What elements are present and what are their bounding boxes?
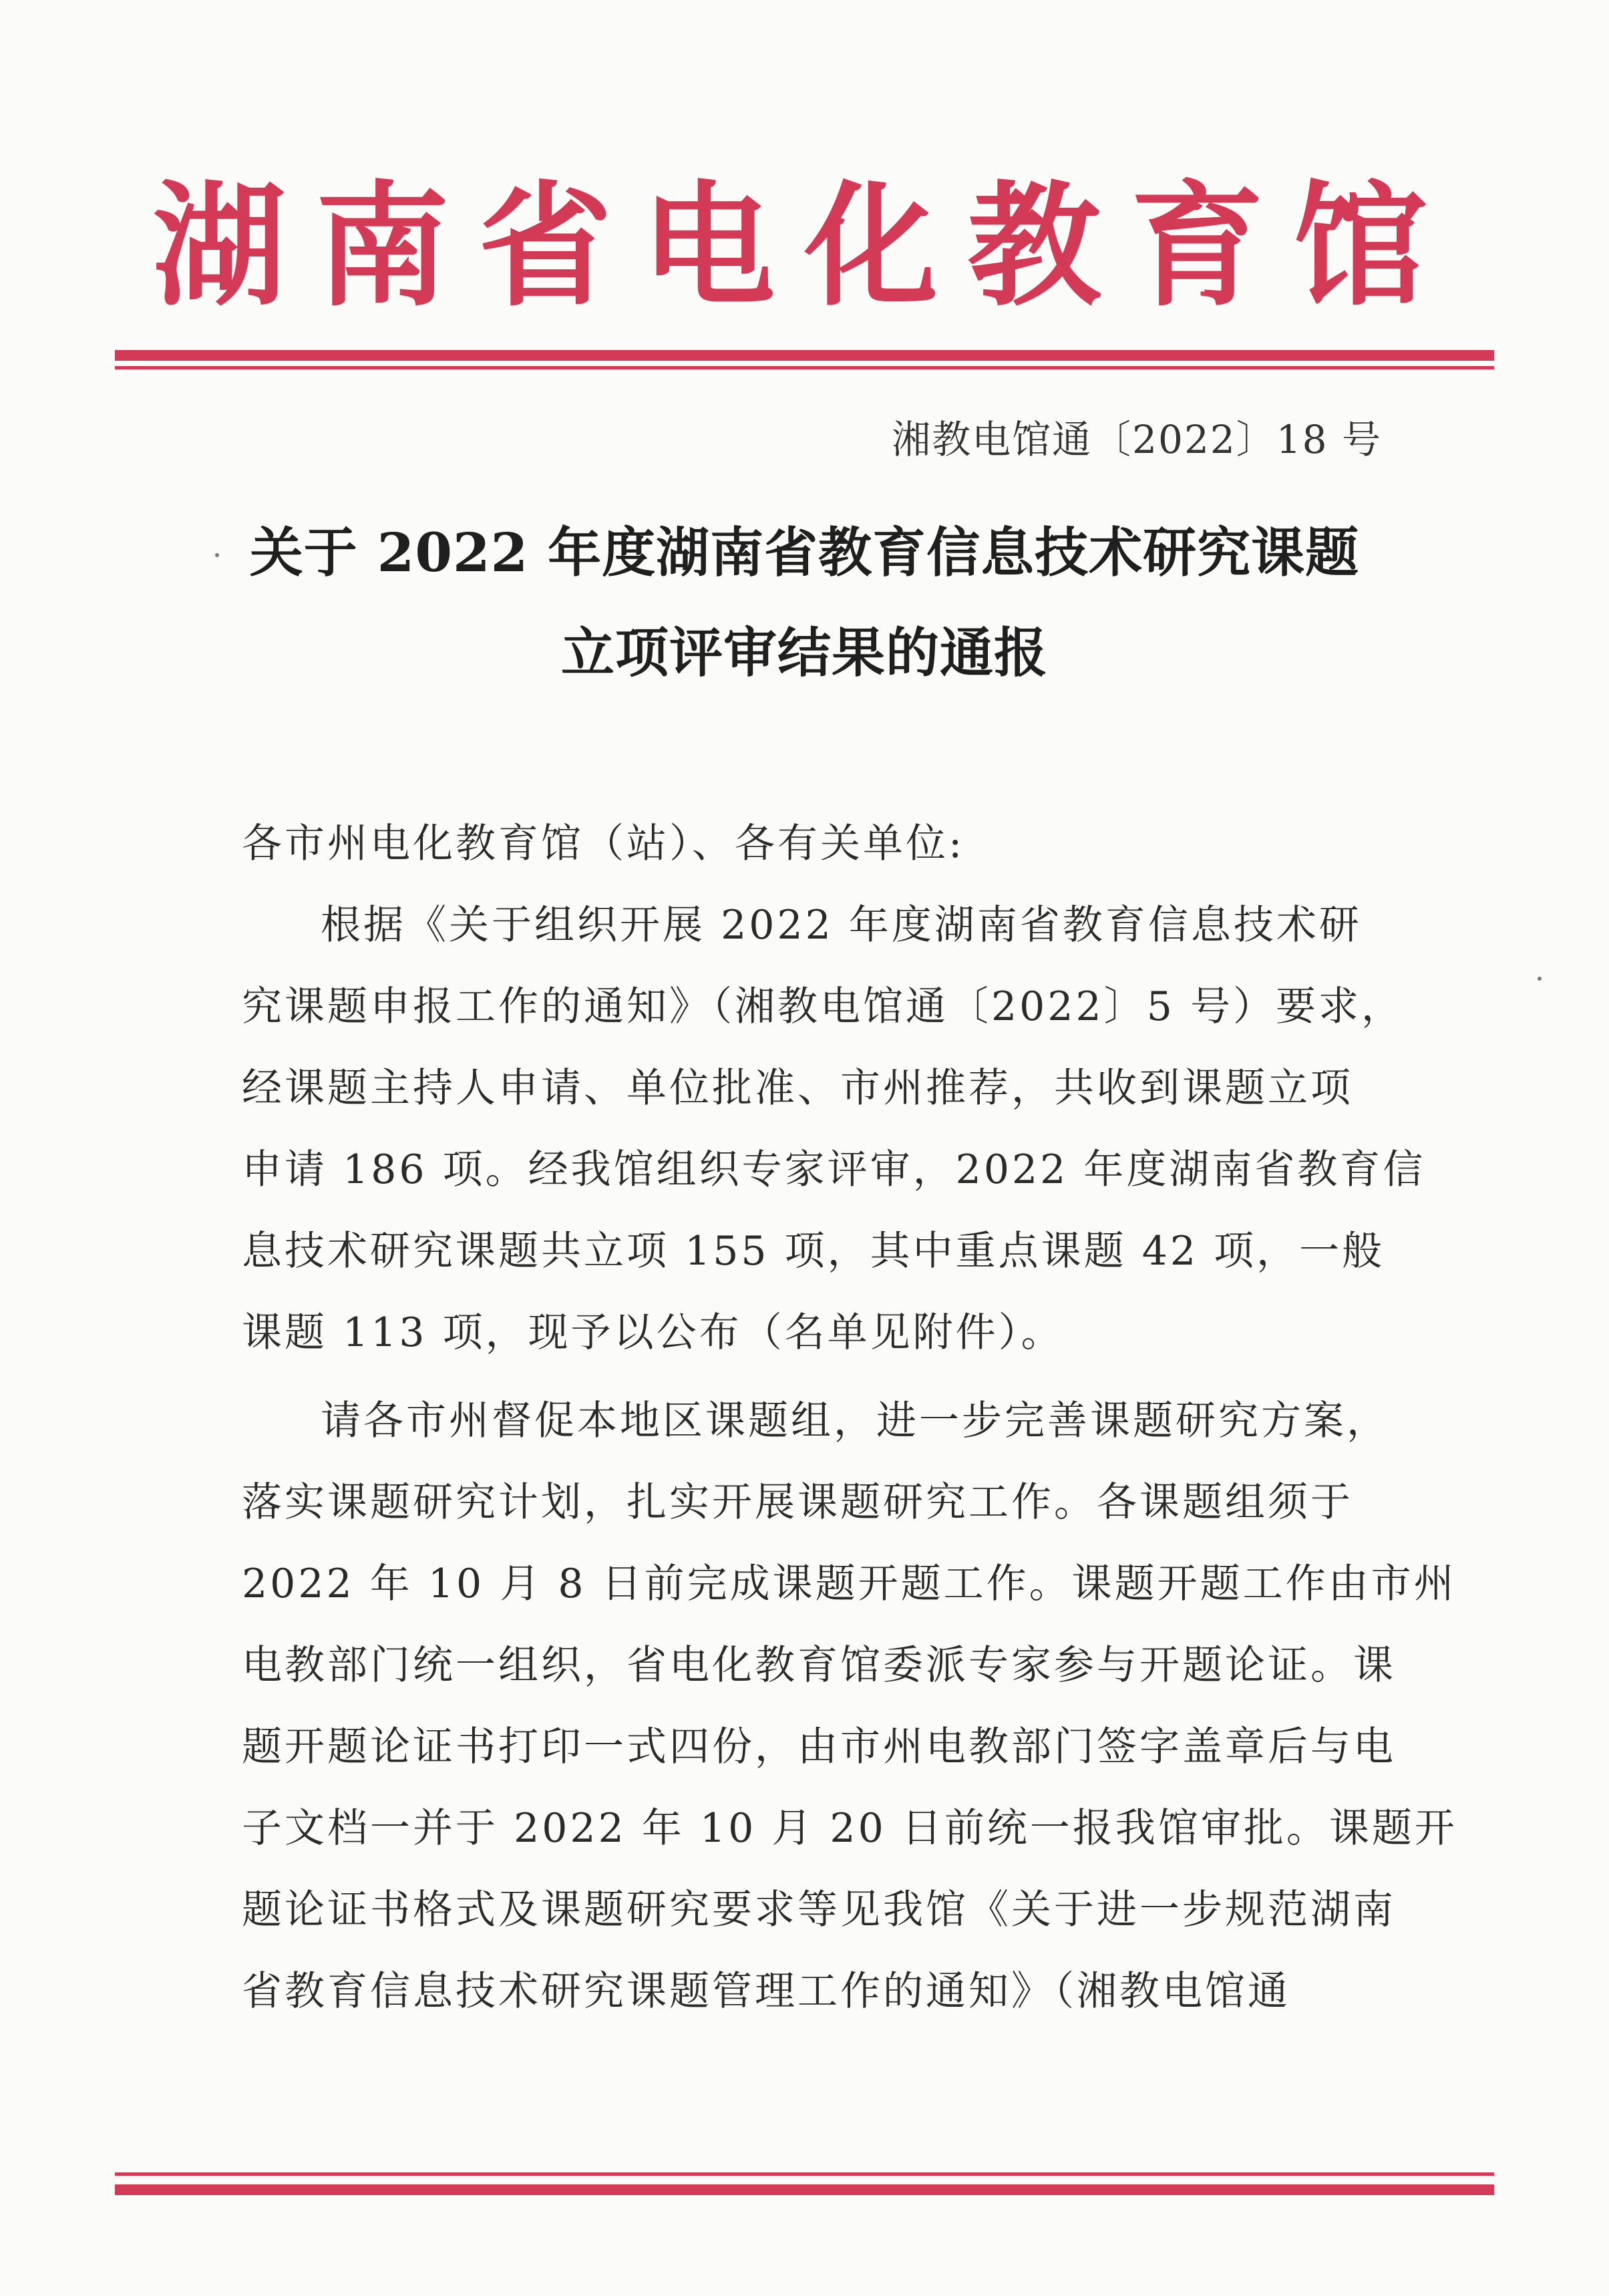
scan-speck bbox=[1538, 977, 1542, 981]
footer-rule-thin bbox=[115, 2172, 1494, 2176]
document-title-line-1: 关于 2022 年度湖南省教育信息技术研究课题 bbox=[249, 521, 1360, 584]
salutation: 各市州电化教育馆（站）、各有关单位: bbox=[242, 820, 965, 867]
paragraph-1-line: 申请 186 项。经我馆组织专家评审，2022 年度湖南省教育信 bbox=[242, 1146, 1426, 1193]
document-number: 湘教电馆通〔2022〕18 号 bbox=[892, 417, 1382, 462]
paragraph-2-line: 题论证书格式及课题研究要求等见我馆《关于进一步规范湖南 bbox=[242, 1887, 1396, 1933]
paragraph-1-line: 经课题主持人申请、单位批准、市州推荐，共收到课题立项 bbox=[242, 1065, 1353, 1112]
paragraph-2-line: 2022 年 10 月 8 日前完成课题开题工作。课题开题工作由市州 bbox=[242, 1561, 1457, 1607]
paragraph-2-line: 子文档一并于 2022 年 10 月 20 日前统一报我馆审批。课题开 bbox=[242, 1805, 1457, 1852]
masthead-title: 湖南省电化教育馆 bbox=[152, 169, 1457, 325]
paragraph-1-line: 课题 113 项，现予以公布（名单见附件）。 bbox=[242, 1309, 1064, 1356]
paragraph-2-line: 请各市州督促本地区课题组，进一步完善课题研究方案， bbox=[321, 1398, 1389, 1444]
footer-rule-thick bbox=[115, 2184, 1494, 2195]
paragraph-1-line: 根据《关于组织开展 2022 年度湖南省教育信息技术研 bbox=[321, 902, 1362, 949]
paragraph-2-line: 电教部门统一组织，省电化教育馆委派专家参与开题论证。课 bbox=[242, 1642, 1396, 1689]
paragraph-1-line: 息技术研究课题共立项 155 项，其中重点课题 42 项，一般 bbox=[242, 1228, 1385, 1275]
paragraph-1-line: 究课题申报工作的通知》（湘教电馆通〔2022〕5 号）要求， bbox=[242, 983, 1404, 1030]
document-title-line-2: 立项评审结果的通报 bbox=[561, 621, 1048, 684]
scan-speck bbox=[215, 553, 219, 557]
header-rule-thin bbox=[115, 366, 1494, 369]
paragraph-2-line: 落实课题研究计划，扎实开展课题研究工作。各课题组须于 bbox=[242, 1479, 1353, 1526]
paragraph-2-line: 省教育信息技术研究课题管理工作的通知》（湘教电馆通 bbox=[242, 1968, 1290, 2015]
paragraph-2-line: 题开题论证书打印一式四份，由市州电教部门签字盖章后与电 bbox=[242, 1724, 1396, 1770]
header-rule-thick bbox=[115, 350, 1494, 361]
